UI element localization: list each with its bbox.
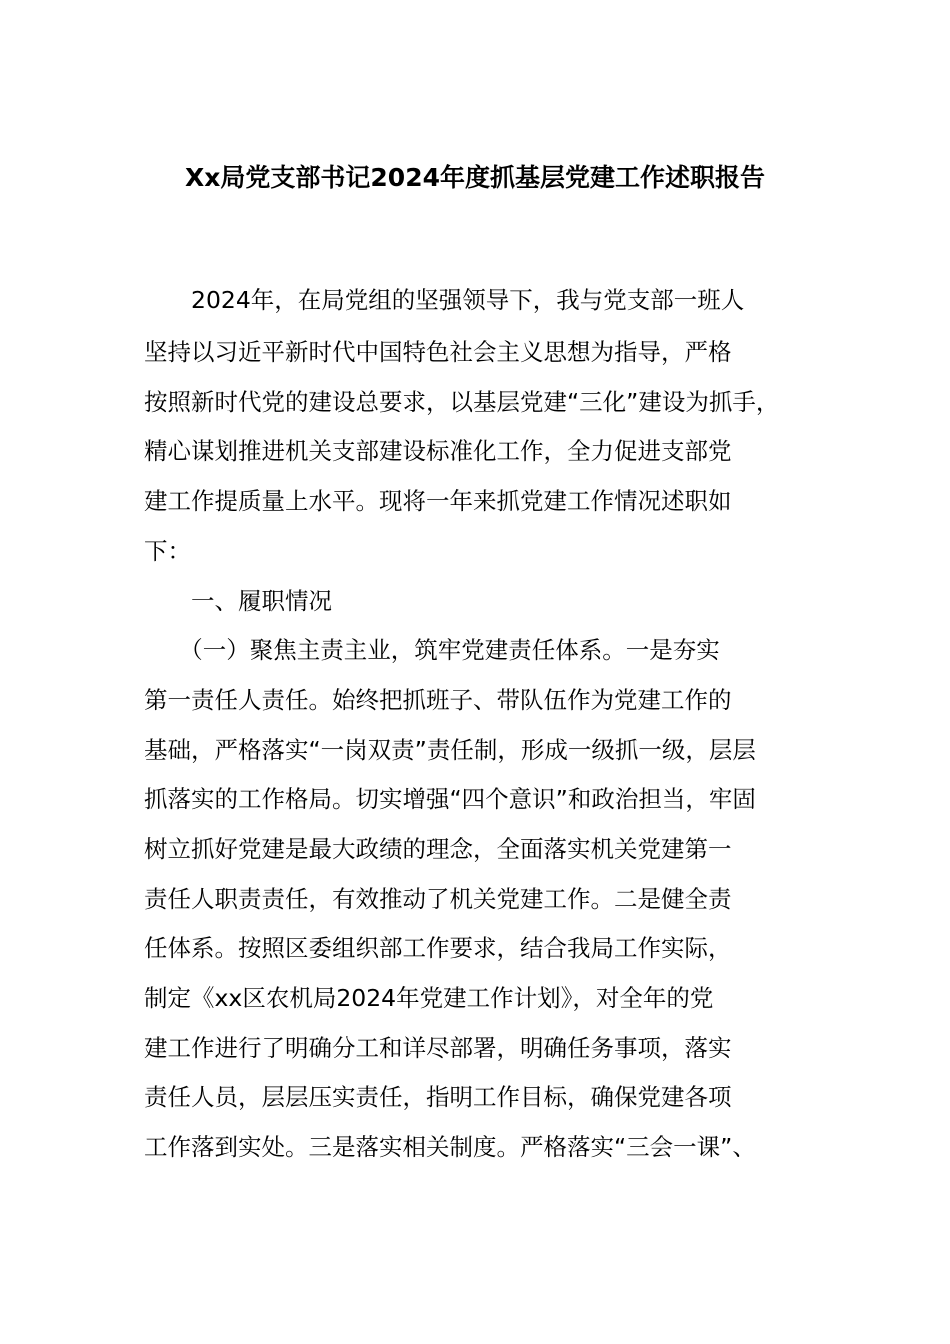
body-line-17: 责任人员，层层压实责任，指明工作目标，确保党建各项 (144, 1083, 732, 1111)
document-title: Xx局党支部书记2024年度抓基层党建工作述职报告 (185, 163, 765, 192)
body-line-5: 建工作提质量上水平。现将一年来抓党建工作情况述职如 (144, 487, 732, 515)
body-line-6: 下： (144, 537, 191, 565)
body-line-18: 工作落到实处。三是落实相关制度。严格落实“三会一课”、 (144, 1133, 756, 1161)
section-heading: 一、履职情况 (144, 587, 332, 615)
body-line-15: 制定《xx区农机局2024年党建工作计划》，对全年的党 (144, 984, 714, 1012)
body-line-1: 2024年，在局党组的坚强领导下，我与党支部一班人 (144, 286, 745, 314)
body-line-16: 建工作进行了明确分工和详尽部署，明确任务事项，落实 (144, 1034, 732, 1062)
body-line-14: 任体系。按照区委组织部工作要求，结合我局工作实际， (144, 934, 732, 962)
body-line-11: 抓落实的工作格局。切实增强“四个意识”和政治担当，牢固 (144, 785, 756, 813)
body-line-2: 坚持以习近平新时代中国特色社会主义思想为指导，严格 (144, 338, 732, 366)
body-line-9: 第一责任人责任。始终把抓班子、带队伍作为党建工作的 (144, 686, 732, 714)
body-line-12: 树立抓好党建是最大政绩的理念，全面落实机关党建第一 (144, 835, 732, 863)
body-line-13: 责任人职责责任，有效推动了机关党建工作。二是健全责 (144, 885, 732, 913)
body-line-10: 基础，严格落实“一岗双责”责任制，形成一级抓一级，层层 (144, 736, 756, 764)
body-line-8: （一）聚焦主责主业，筑牢党建责任体系。一是夯实 (144, 636, 720, 664)
body-line-3: 按照新时代党的建设总要求，以基层党建“三化”建设为抓手， (144, 388, 780, 416)
body-line-4: 精心谋划推进机关支部建设标准化工作，全力促进支部党 (144, 437, 732, 465)
